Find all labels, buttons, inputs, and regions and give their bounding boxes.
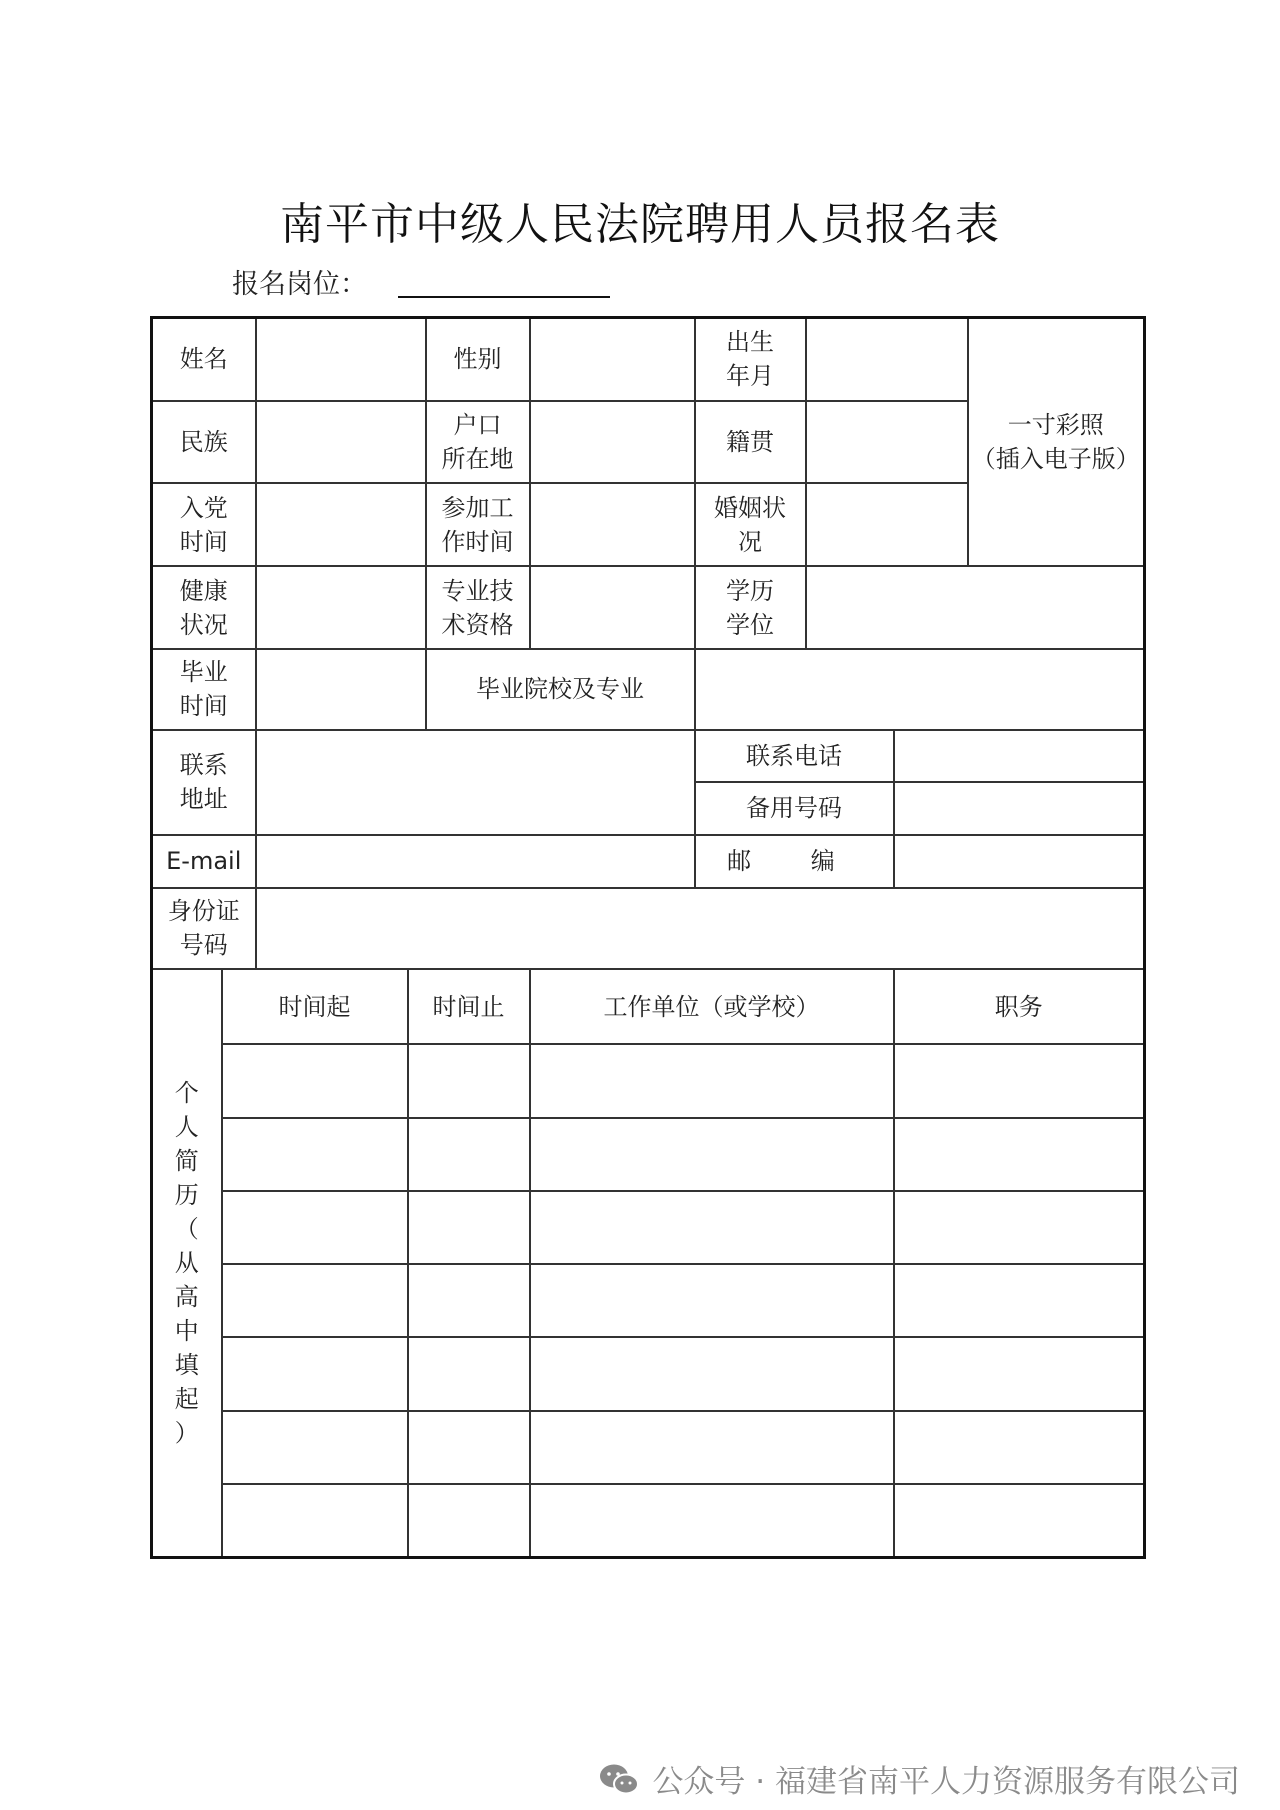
footer-text: 公众号 · 福建省南平人力资源服务有限公司 xyxy=(652,1764,1240,1800)
footer-watermark xyxy=(598,1756,1240,1801)
label-education: 学历 学位 xyxy=(695,566,806,648)
resume-cell-role[interactable] xyxy=(894,1337,1145,1410)
input-work-start[interactable] xyxy=(530,483,695,566)
label-health: 健康 状况 xyxy=(152,566,256,648)
label-postcode: 邮 编 xyxy=(695,835,894,888)
page-title: 南平市中级人民法院聘用人员报名表 xyxy=(280,199,1000,250)
resume-cell-unit[interactable] xyxy=(530,1484,894,1557)
resume-header-unit: 工作单位（或学校） xyxy=(530,969,894,1044)
input-postcode[interactable] xyxy=(894,835,1145,888)
input-gender[interactable] xyxy=(530,318,695,401)
label-school-major: 毕业院校及专业 xyxy=(426,649,695,730)
resume-cell-unit[interactable] xyxy=(530,1411,894,1484)
resume-cell-role[interactable] xyxy=(894,1118,1145,1191)
resume-cell-end[interactable] xyxy=(408,1191,530,1264)
label-native-place: 籍贯 xyxy=(695,401,806,483)
label-name: 姓名 xyxy=(152,318,256,401)
resume-cell-unit[interactable] xyxy=(530,1044,894,1117)
label-hukou: 户口 所在地 xyxy=(426,401,530,483)
label-work-start: 参加工 作时间 xyxy=(426,483,530,566)
resume-cell-start[interactable] xyxy=(222,1264,408,1337)
post-label: 报名岗位： xyxy=(232,269,367,300)
label-backup-phone: 备用号码 xyxy=(695,782,894,834)
resume-cell-unit[interactable] xyxy=(530,1191,894,1264)
resume-cell-end[interactable] xyxy=(408,1411,530,1484)
resume-cell-unit[interactable] xyxy=(530,1264,894,1337)
input-native-place[interactable] xyxy=(806,401,968,483)
input-backup-phone[interactable] xyxy=(894,782,1145,834)
label-marital: 婚姻状 况 xyxy=(695,483,806,566)
resume-cell-unit[interactable] xyxy=(530,1337,894,1410)
input-phone[interactable] xyxy=(894,730,1145,782)
resume-cell-end[interactable] xyxy=(408,1118,530,1191)
label-party-time: 入党 时间 xyxy=(152,483,256,566)
resume-cell-start[interactable] xyxy=(222,1044,408,1117)
resume-cell-role[interactable] xyxy=(894,1264,1145,1337)
resume-cell-end[interactable] xyxy=(408,1044,530,1117)
resume-cell-start[interactable] xyxy=(222,1484,408,1557)
resume-cell-role[interactable] xyxy=(894,1044,1145,1117)
label-grad-time: 毕业 时间 xyxy=(152,649,256,730)
resume-header-end: 时间止 xyxy=(408,969,530,1044)
input-grad-time[interactable] xyxy=(256,649,426,730)
label-gender: 性别 xyxy=(426,318,530,401)
input-title-qual[interactable] xyxy=(530,566,695,648)
input-address[interactable] xyxy=(256,730,695,834)
input-party-time[interactable] xyxy=(256,483,426,566)
input-marital[interactable] xyxy=(806,483,968,566)
resume-cell-end[interactable] xyxy=(408,1264,530,1337)
label-id-number: 身份证 号码 xyxy=(152,888,256,969)
resume-side-label: 个 人 简 历 （ 从 高 中 填 起 ） xyxy=(152,969,222,1557)
label-address: 联系 地址 xyxy=(152,730,256,834)
resume-cell-end[interactable] xyxy=(408,1337,530,1410)
resume-cell-end[interactable] xyxy=(408,1484,530,1557)
post-input-line[interactable] xyxy=(398,296,610,298)
input-school-major[interactable] xyxy=(695,649,1145,730)
resume-header-role: 职务 xyxy=(894,969,1145,1044)
input-email[interactable] xyxy=(256,835,695,888)
label-ethnicity: 民族 xyxy=(152,401,256,483)
wechat-icon xyxy=(598,1762,640,1796)
resume-cell-role[interactable] xyxy=(894,1484,1145,1557)
input-id-number[interactable] xyxy=(256,888,1145,969)
registration-form xyxy=(150,316,1146,1559)
input-health[interactable] xyxy=(256,566,426,648)
label-title-qual: 专业技 术资格 xyxy=(426,566,530,648)
resume-cell-start[interactable] xyxy=(222,1191,408,1264)
label-email: E-mail xyxy=(152,835,256,888)
label-phone: 联系电话 xyxy=(695,730,894,782)
resume-cell-start[interactable] xyxy=(222,1118,408,1191)
input-hukou[interactable] xyxy=(530,401,695,483)
resume-cell-role[interactable] xyxy=(894,1411,1145,1484)
resume-cell-start[interactable] xyxy=(222,1411,408,1484)
resume-cell-unit[interactable] xyxy=(530,1118,894,1191)
resume-header-start: 时间起 xyxy=(222,969,408,1044)
input-birth[interactable] xyxy=(806,318,968,401)
resume-cell-role[interactable] xyxy=(894,1191,1145,1264)
input-ethnicity[interactable] xyxy=(256,401,426,483)
input-name[interactable] xyxy=(256,318,426,401)
label-birth: 出生 年月 xyxy=(695,318,806,401)
input-education[interactable] xyxy=(806,566,1145,648)
photo-box[interactable]: 一寸彩照 （插入电子版） xyxy=(968,318,1145,567)
resume-cell-start[interactable] xyxy=(222,1337,408,1410)
